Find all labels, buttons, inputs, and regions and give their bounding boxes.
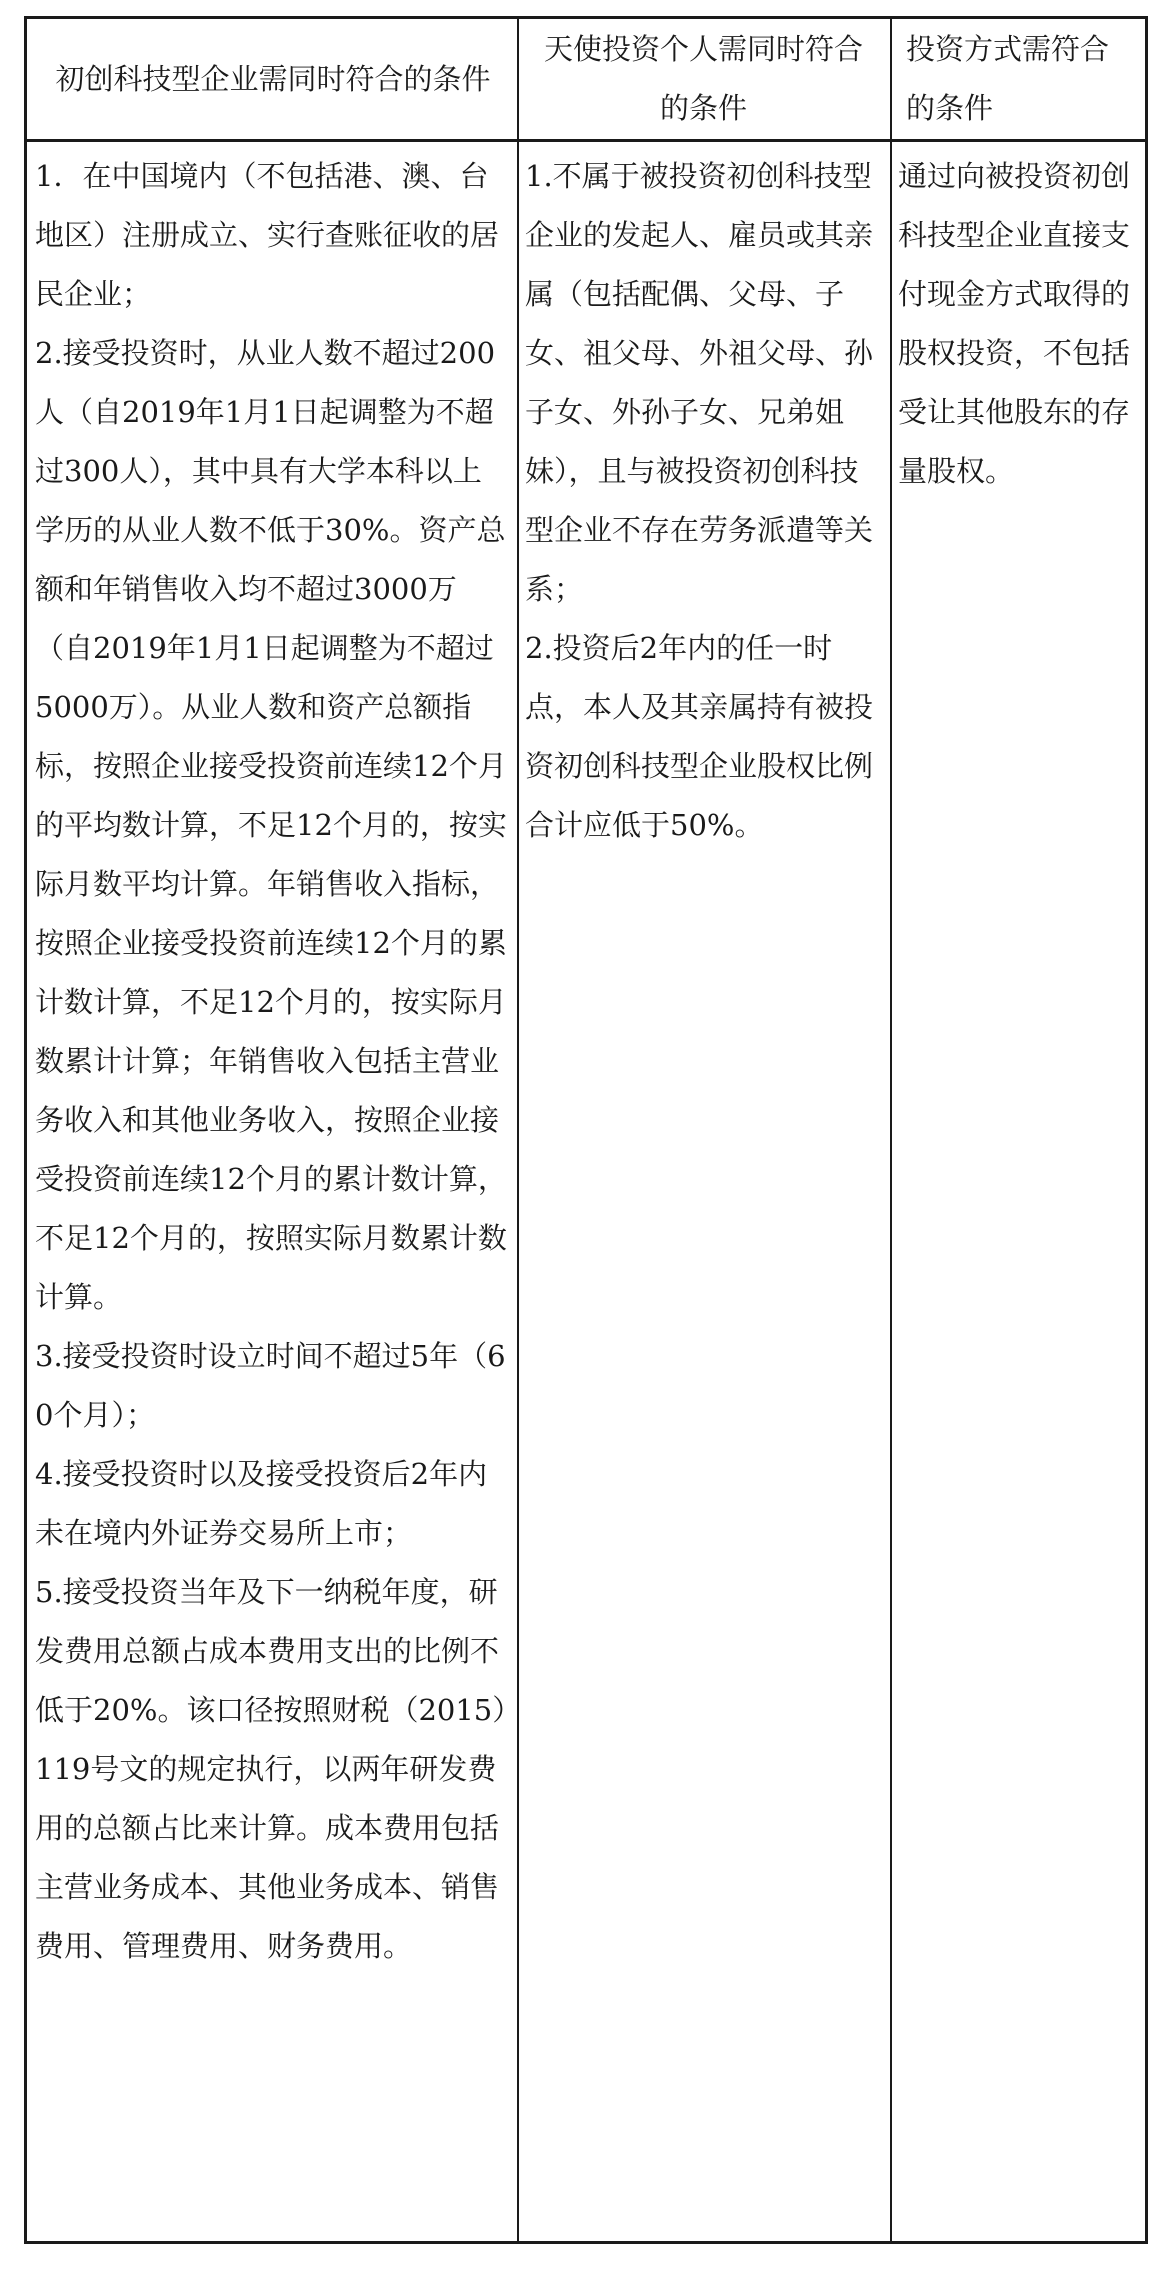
column-divider <box>890 19 892 2241</box>
header-angel-investor-conditions <box>521 21 886 137</box>
header-startup-conditions <box>33 21 513 137</box>
investment-method-conditions-cell <box>898 147 1146 501</box>
column-divider <box>517 19 519 2241</box>
header-label: 初创科技型企业需同时符合的条件 <box>55 61 491 96</box>
condition-item: 2.投资后2年内的任一时点，本人及其亲属持有被投资初创科技型企业股权比例合计应低于50%。 <box>525 631 874 842</box>
header-investment-method-conditions <box>894 21 1147 137</box>
condition-item: 通过向被投资初创科技型企业直接支付现金方式取得的股权投资，不包括受让其他股东的存量股权。 <box>898 159 1131 488</box>
header-divider <box>27 139 1145 142</box>
header-label: 天使投资个人需同时符合的条件 <box>543 32 863 125</box>
header-label: 投资方式需符合的条件 <box>906 32 1110 125</box>
startup-conditions-cell <box>35 147 511 1976</box>
condition-item: 2.接受投资时，从业人数不超过200人（自2019年1月1日起调整为不超过300人），其中具有大学本科以上学历的从业人数不低于30%。资产总额和年销售收入均不超过3000万（自2019年1月1日起调整为不超过5000万）。从业人数和资产总额指标，按照企业接受投资前连续12个月的平均数计算，不足12个月的，按实际月数平均计算。年销售收入指标，按照企业接受投资前连续12个月的累计数计算，不足12个月的，按实际月数累计计算；年销售收入包括主营业务收入和其他业务收入，按照企业接受投资前连续12个月的累计数计算，不足12个月的，按照实际月数累计数计算。 <box>35 336 507 1314</box>
condition-item: 3.接受投资时设立时间不超过5年（60个月）； <box>35 1339 506 1432</box>
conditions-table <box>24 16 1148 2244</box>
condition-item: 1．在中国境内（不包括港、澳、台地区）注册成立、实行查账征收的居民企业； <box>35 159 500 311</box>
condition-item: 5.接受投资当年及下一纳税年度，研发费用总额占成本费用支出的比例不低于20%。该口径按照财税（2015）119号文的规定执行，以两年研发费用的总额占比来计算。成本费用包括主营业务成本、其他业务成本、销售费用、管理费用、财务费用。 <box>35 1575 507 1963</box>
angel-investor-conditions-cell <box>525 147 885 855</box>
condition-item: 1.不属于被投资初创科技型企业的发起人、雇员或其亲属（包括配偶、父母、子女、祖父母、外祖父母、孙子女、外孙子女、兄弟姐妹），且与被投资初创科技型企业不存在劳务派遣等关系； <box>525 159 874 606</box>
condition-item: 4.接受投资时以及接受投资后2年内未在境内外证券交易所上市； <box>35 1457 488 1550</box>
